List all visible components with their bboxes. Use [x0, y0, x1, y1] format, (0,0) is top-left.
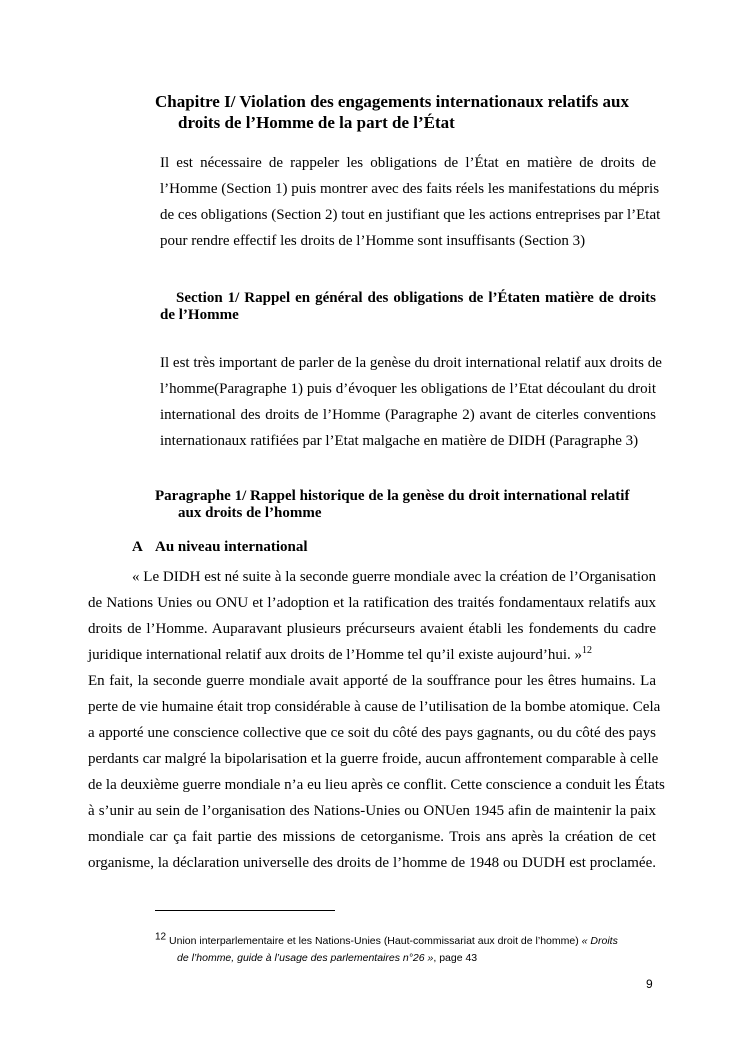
body-line: à s’unir au sein de l’organisation des Nations-Unies ou ONUen 1945 afin de maintenir la paix — [88, 803, 656, 819]
footnote-italic-part1: « Droits — [581, 935, 618, 947]
body-line: En fait, la seconde guerre mondiale avait apporté de la souffrance pour les êtres humains. La — [88, 673, 656, 689]
intro-paragraph — [160, 150, 661, 254]
body-line: droits de l’Homme. Auparavant plusieurs précurseurs avaient établi les fondements du cadre — [88, 621, 656, 637]
paragraph1-title-line1: Paragraphe 1/ Rappel historique de la genèse du droit international relatif — [155, 488, 630, 504]
body-line: perte de vie humaine était trop considérable à cause de l’utilisation de la bombe atomique. Cela — [88, 699, 661, 715]
section1-title-line2: de l’Homme — [160, 307, 239, 323]
section1-paragraph — [160, 350, 662, 454]
chapter-title-line2: droits de l’Homme de la part de l’État — [178, 113, 455, 132]
footnote-separator — [155, 910, 335, 911]
footnote-number: 12 — [155, 931, 167, 943]
body-line: perdants car malgré la bipolarisation et la guerre froide, aucun affrontement comparable à celle — [88, 751, 659, 767]
section1-title-line1: Section 1/ Rappel en général des obligations de l’Étaten matière de droits — [176, 290, 656, 306]
subsection-a-title: Au niveau international — [155, 539, 308, 555]
body-line-with-footnote — [88, 645, 656, 665]
intro-line: pour rendre effectif les droits de l’Homme sont insuffisants (Section 3) — [160, 233, 586, 249]
chapter-title-line1: Chapitre I/ Violation des engagements internationaux relatifs aux — [155, 92, 629, 111]
page-number: 9 — [646, 977, 653, 991]
footnote-italic-part2: de l’homme, guide à l’usage des parlementaires n°26 » — [177, 952, 434, 964]
intro-line: de ces obligations (Section 2) tout en justifiant que les actions entreprises par l’Etat — [160, 207, 661, 223]
body-line: de Nations Unies ou ONU et l’adoption et la ratification des traités fondamentaux relatifs aux — [88, 595, 656, 611]
intro-line: Il est nécessaire de rappeler les obligations de l’État en matière de droits de — [160, 155, 656, 171]
footnote-text: Union interparlementaire et les Nations-Unies (Haut-commissariat aux droit de l’homme) — [169, 935, 579, 947]
body-line-text: juridique international relatif aux droits de l’Homme tel qu’il existe aujourd’hui. » — [88, 647, 583, 663]
section1-line: l’homme(Paragraphe 1) puis d’évoquer les obligations de l’Etat découlant du droit — [160, 381, 656, 397]
section1-line: internationaux ratifiées par l’Etat malgache en matière de DIDH (Paragraphe 3) — [160, 433, 639, 449]
body-line: organisme, la déclaration universelle des droits de l’homme de 1948 ou DUDH est proclamée. — [88, 855, 656, 871]
body-line: a apporté une conscience collective que ce soit du côté des pays gagnants, ou du côté des pays — [88, 725, 656, 741]
footnote-reference[interactable]: 12 — [582, 645, 593, 656]
paragraph1-title-line2: aux droits de l’homme — [178, 505, 322, 521]
body-line: mondiale car ça fait partie des missions de cetorganisme. Trois ans après la création de cet — [88, 829, 656, 845]
subsection-a-letter: A — [132, 539, 143, 555]
intro-line: l’Homme (Section 1) puis montrer avec des faits réels les manifestations du mépris — [160, 181, 660, 197]
section1-line: international des droits de l’Homme (Paragraphe 2) avant de citerles conventions — [160, 407, 656, 423]
section1-line: Il est très important de parler de la genèse du droit international relatif aux droits de — [160, 355, 662, 371]
body-line: « Le DIDH est né suite à la seconde guerre mondiale avec la création de l’Organisation — [132, 569, 656, 585]
body-line: de la deuxième guerre mondiale n’a eu lieu après ce conflit. Cette conscience a conduit les États — [88, 777, 665, 793]
footnote-tail: , page 43 — [433, 952, 478, 964]
footnote — [155, 933, 660, 967]
